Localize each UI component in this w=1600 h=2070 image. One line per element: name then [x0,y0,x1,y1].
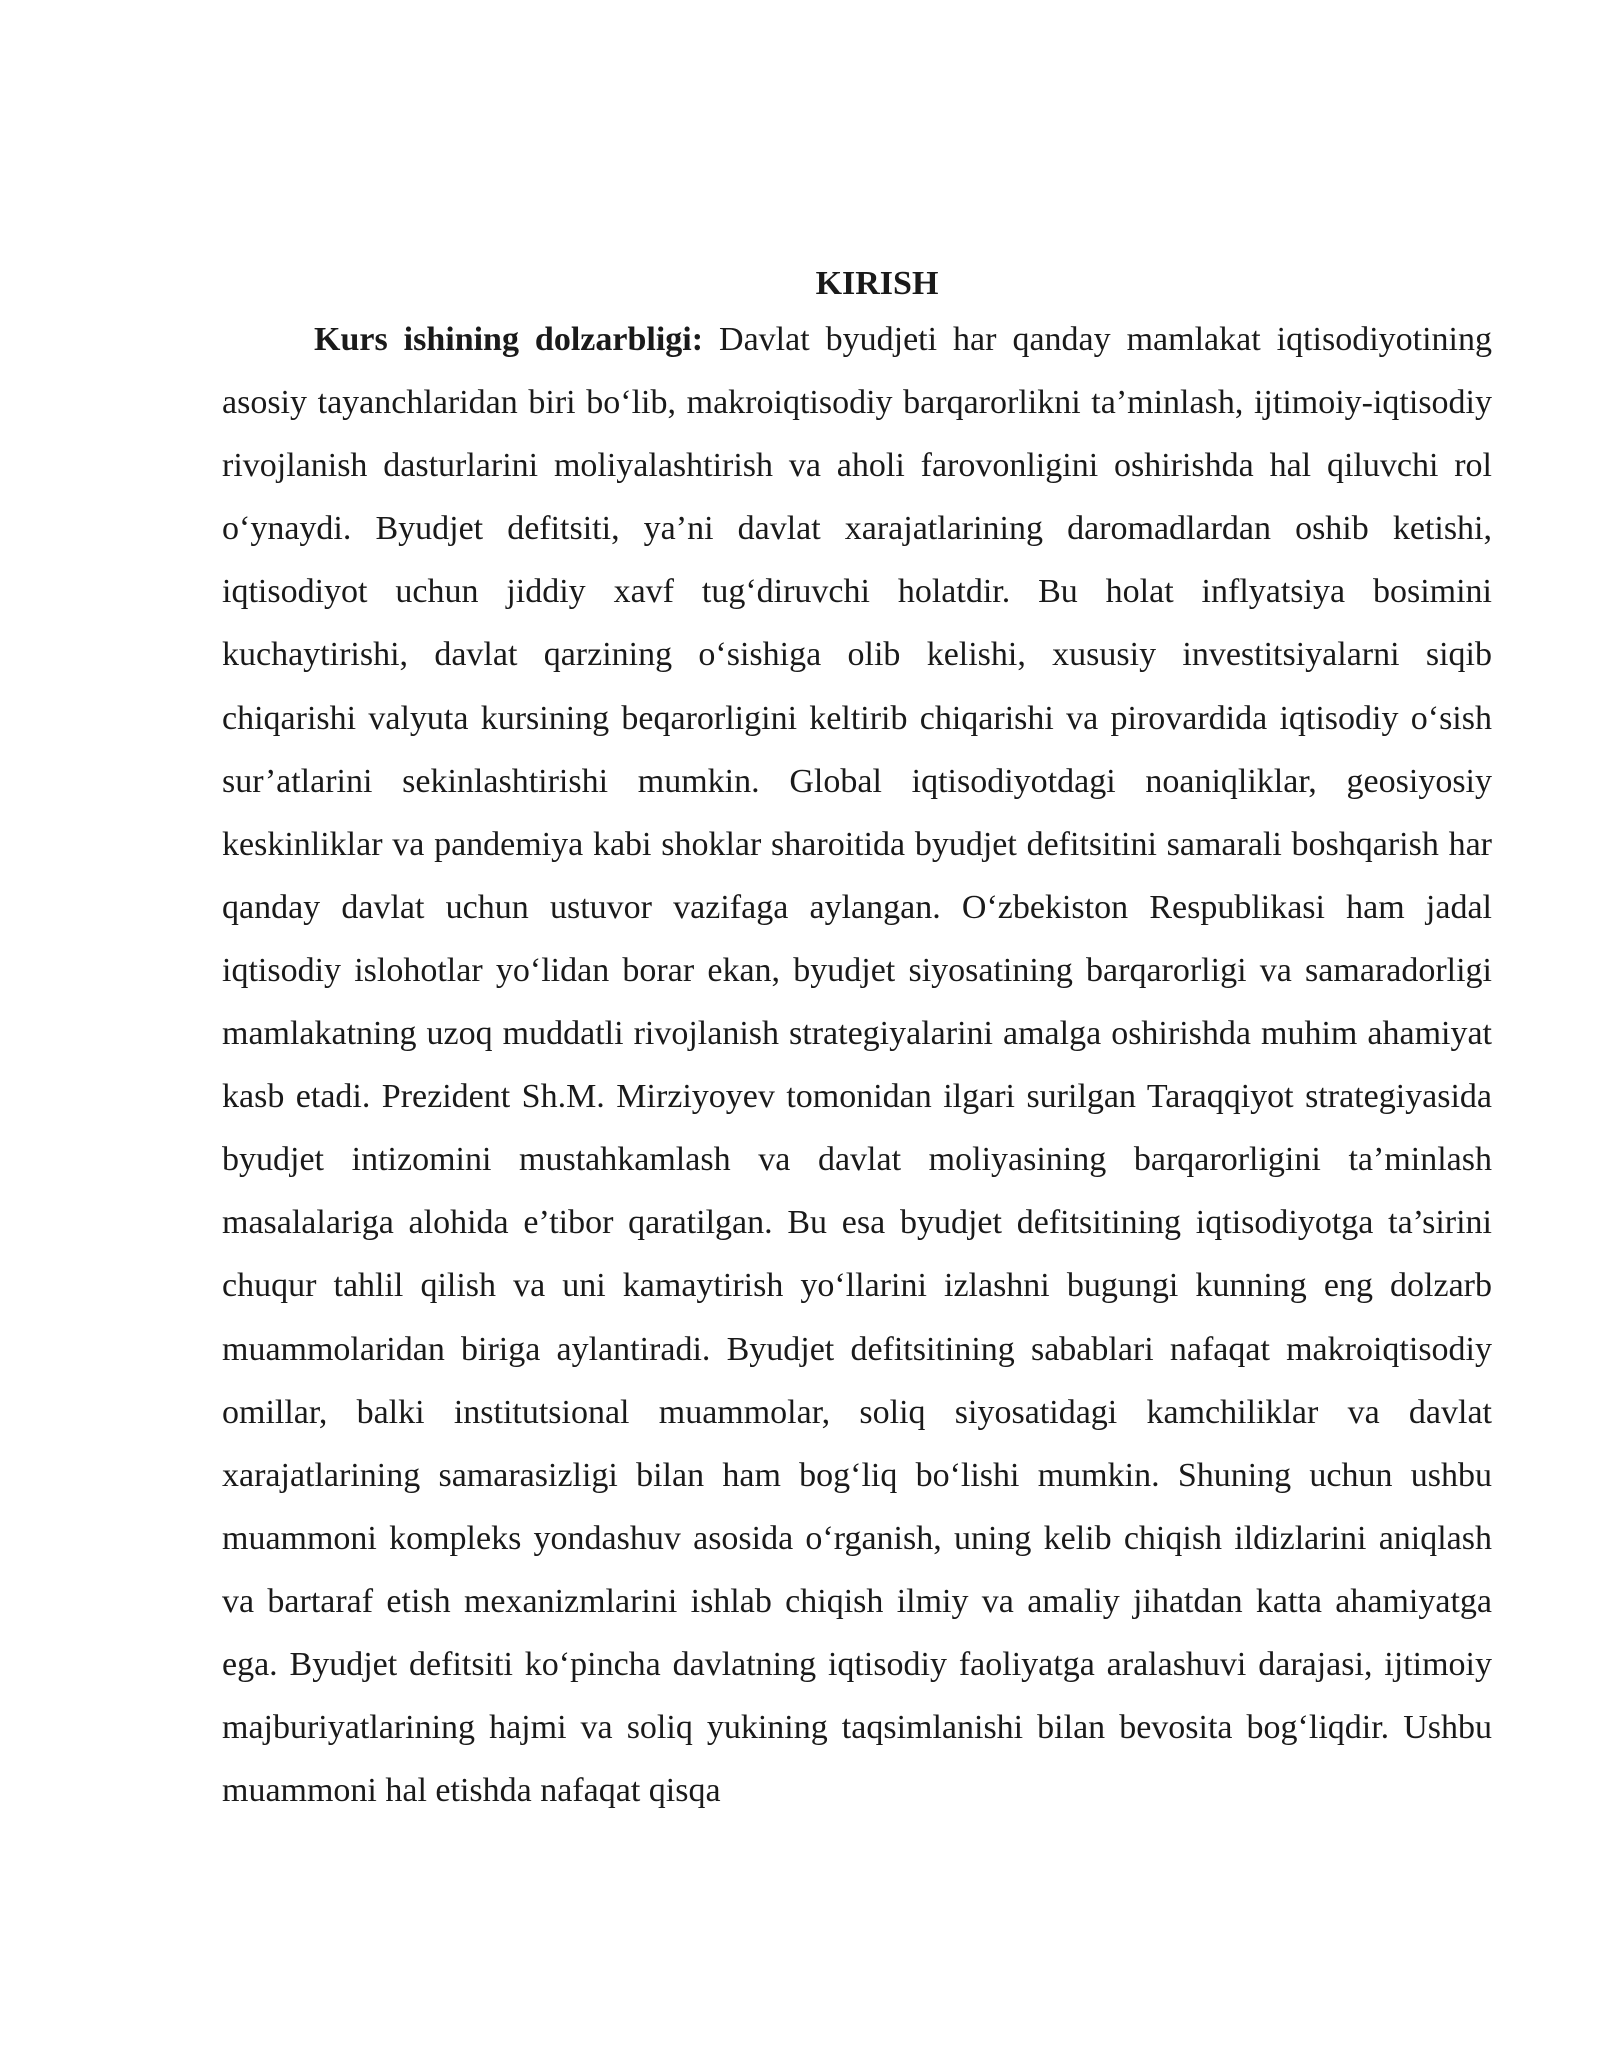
body-paragraph [222,308,1492,1822]
lead-phrase: Kurs ishining dolzarbligi: [314,321,704,358]
document-content [222,260,1492,1822]
section-heading: KIRISH [815,265,939,302]
paragraph-text: Davlat byudjeti har qanday mamlakat iqtisodiyotining asosiy tayanchlaridan biri bo‘lib, makroiqtisodiy barqarorlikni ta’minlash, ijtimoiy-iqtisodiy rivojlanish dasturlarini moliyalashtirish va aholi farovonligini oshirishda hal qiluvchi rol o‘ynaydi. Byudjet defitsiti, ya’ni davlat xarajatlarining daromadlardan oshib ketishi, iqtisodiyot uchun jiddiy xavf tug‘diruvchi holatdir. Bu holat inflyatsiya bosimini kuchaytirishi, davlat qarzining o‘sishiga olib kelishi, xususiy investitsiyalarni siqib chiqarishi valyuta kursining beqarorligini keltirib chiqarishi va pirovardida iqtisodiy o‘sish sur’atlarini sekinlashtirishi mumkin. Global iqtisodiyotdagi noaniqliklar, geosiyosiy keskinliklar va pandemiya kabi shoklar sharoitida byudjet defitsitini samarali boshqarish har qanday davlat uchun ustuvor vazifaga aylangan. O‘zbekiston Respublikasi ham jadal iqtisodiy islohotlar yo‘lidan borar ekan, byudjet siyosatining barqarorligi va samaradorligi mamlakatning uzoq muddatli rivojlanish strategiyalarini amalga oshirishda muhim ahamiyat kasb etadi. Prezident Sh.M. Mirziyoyev tomonidan ilgari surilgan Taraqqiyot strategiyasida byudjet intizomini mustahkamlash va davlat moliyasining barqarorligini ta’minlash masalalariga alohida e’tibor qaratilgan. Bu esa byudjet defitsitining iqtisodiyotga ta’sirini chuqur tahlil qilish va uni kamaytirish yo‘llarini izlashni bugungi kunning eng dolzarb muammolaridan biriga aylantiradi. Byudjet defitsitining sabablari nafaqat makroiqtisodiy omillar, balki institutsional muammolar, soliq siyosatidagi kamchiliklar va davlat xarajatlarining samarasizligi bilan ham bog‘liq bo‘lishi mumkin. Shuning uchun ushbu muammoni kompleks yondashuv asosida o‘rganish, uning kelib chiqish ildizlarini aniqlash va bartaraf etish mexanizmlarini ishlab chiqish ilmiy va amaliy jihatdan katta ahamiyatga ega. Byudjet defitsiti ko‘pincha davlatning iqtisodiy faoliyatga aralashuvi darajasi, ijtimoiy majburiyatlarining hajmi va soliq yukining taqsimlanishi bilan bevosita bog‘liqdir. Ushbu muammoni hal etishda nafaqat qisqa [222,321,1492,1810]
